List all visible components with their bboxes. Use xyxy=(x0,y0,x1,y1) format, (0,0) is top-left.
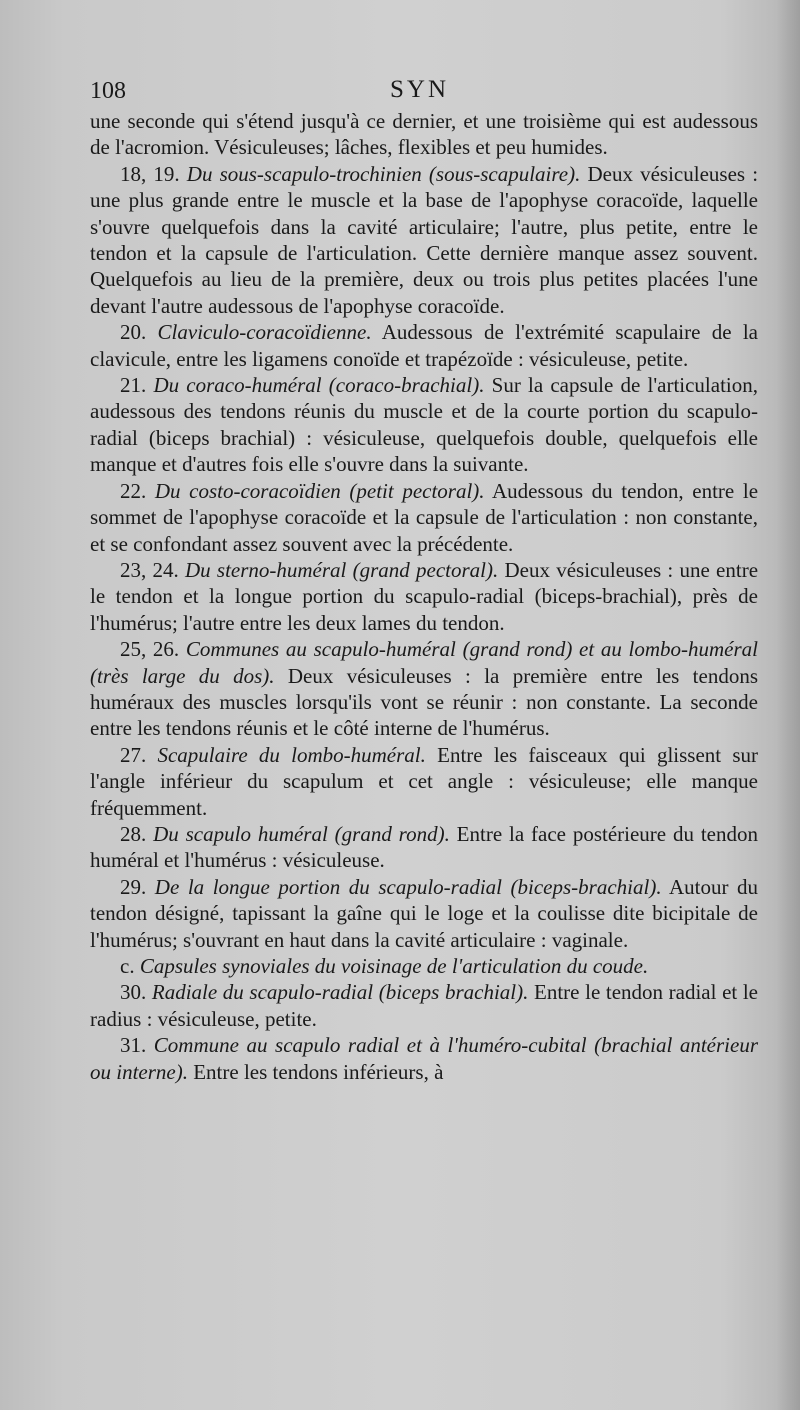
entry-number: 20. xyxy=(120,320,147,345)
paragraph xyxy=(90,979,758,1032)
paragraph xyxy=(90,478,758,557)
paragraph-text: Entre la face postérieure du tendon huméral et l'humérus : vésiculeuse. xyxy=(90,821,758,873)
paragraph-text: Entre les faisceaux qui glissent sur l'angle inférieur du scapulum et cet angle : vésiculeuse; elle manque fréquemment. xyxy=(90,742,759,820)
book-page xyxy=(90,70,758,1085)
section-heading xyxy=(90,953,758,979)
entry-number: 22. xyxy=(120,478,147,503)
entry-title: Radiale du scapulo-radial (biceps brachial). xyxy=(151,980,529,1005)
entry-title: Du coraco-huméral (coraco-brachial). xyxy=(153,373,485,398)
paragraph-text: Entre les tendons inférieurs, à xyxy=(187,1059,444,1084)
entry-title: Commune au scapulo radial et à l'huméro-cubital (brachial antérieur ou interne). xyxy=(90,1033,758,1084)
paragraph xyxy=(90,319,758,372)
section-letter: c. xyxy=(120,954,135,978)
entry-title: Communes au scapulo-huméral (grand rond) et au lombo-huméral (très large du dos). xyxy=(90,637,759,688)
entry-number: 21. xyxy=(120,373,147,398)
paragraph-text: Audessous du tendon, entre le sommet de l'apophyse coracoïde et la capsule de l'articulation : non constante, et se confondant assez souvent avec la précédente. xyxy=(90,478,759,556)
entry-title: Du sous-scapulo-trochinien (sous-scapulaire). xyxy=(186,161,581,186)
page-header xyxy=(90,70,758,108)
paragraph xyxy=(90,557,758,636)
entry-number: 29. xyxy=(120,874,147,899)
entry-title: De la longue portion du scapulo-radial (biceps-brachial). xyxy=(154,874,662,899)
paragraph-text: une seconde qui s'étend jusqu'à ce dernier, et une troisième qui est audessous de l'acromion. Vésiculeuses; lâches, flexibles et peu humides. xyxy=(90,109,758,160)
page-number: 108 xyxy=(90,78,126,104)
entry-number: 23, 24. xyxy=(120,557,179,582)
paragraph-text: Deux vésiculeuses : la première entre les tendons huméraux des muscles lorsqu'ils vont se réunir : non constante. La seconde entre les tendons réunis et le côté interne de l'humérus. xyxy=(90,663,758,741)
paragraph xyxy=(90,821,758,874)
paragraph-text: Deux vésiculeuses : une plus grande entre le muscle et la base de l'apophyse coracoïde, laquelle s'ouvre quelquefois dans la cavité articulaire; l'autre, plus petite, entre le tendon et la capsule de l'articulation. Cette dernière manque assez souvent. Quelquefois au lieu de la première, deux ou trois plus petites placées l'une devant l'autre audessous de l'apophyse coracoïde. xyxy=(90,161,759,318)
paragraph-text: Autour du tendon désigné, tapissant la gaîne qui le loge et la coulisse dite bicipitale de l'humérus; s'ouvrant en haut dans la cavité articulaire : vaginale. xyxy=(90,874,758,952)
body-text xyxy=(90,108,758,1085)
entry-title: Claviculo-coracoïdienne. xyxy=(157,320,372,345)
entry-title: Du sterno-huméral (grand pectoral). xyxy=(185,557,499,582)
paragraph xyxy=(90,161,758,319)
entry-title: Du costo-coracoïdien (petit pectoral). xyxy=(154,478,485,503)
paragraph-text: Sur la capsule de l'articulation, audessous des tendons réunis du muscle et de la courte portion du scapulo-radial (biceps brachial) : vésiculeuse, quelquefois double, quelquefois elle manque et d'autres fois elle s'ouvre dans la suivante. xyxy=(90,373,759,477)
section-title: Capsules synoviales du voisinage de l'articulation du coude. xyxy=(139,954,649,978)
paragraph xyxy=(90,636,758,742)
page-edge-shadow xyxy=(776,0,800,1410)
paragraph xyxy=(90,1032,758,1085)
paragraph xyxy=(90,742,758,821)
entry-number: 18, 19. xyxy=(120,161,180,186)
entry-number: 25, 26. xyxy=(120,637,180,662)
entry-number: 27. xyxy=(120,742,147,767)
entry-title: Scapulaire du lombo-huméral. xyxy=(157,742,426,767)
entry-title: Du scapulo huméral (grand rond). xyxy=(153,821,450,846)
paragraph-text: Audessous de l'extrémité scapulaire de la clavicule, entre les ligamens conoïde et trapézoïde : vésiculeuse, petite. xyxy=(90,320,759,371)
entry-number: 30. xyxy=(120,980,147,1005)
paragraph-text: Deux vésiculeuses : une entre le tendon et la longue portion du scapulo-radial (biceps-brachial), près de l'humérus; l'autre entre les deux lames du tendon. xyxy=(90,557,759,635)
entry-number: 28. xyxy=(120,821,147,846)
paragraph xyxy=(90,874,758,953)
running-head: SYN xyxy=(390,76,450,103)
paragraph xyxy=(90,108,758,161)
paragraph xyxy=(90,372,758,478)
paragraph-text: Entre le tendon radial et le radius : vésiculeuse, petite. xyxy=(90,980,759,1031)
entry-number: 31. xyxy=(120,1033,147,1058)
